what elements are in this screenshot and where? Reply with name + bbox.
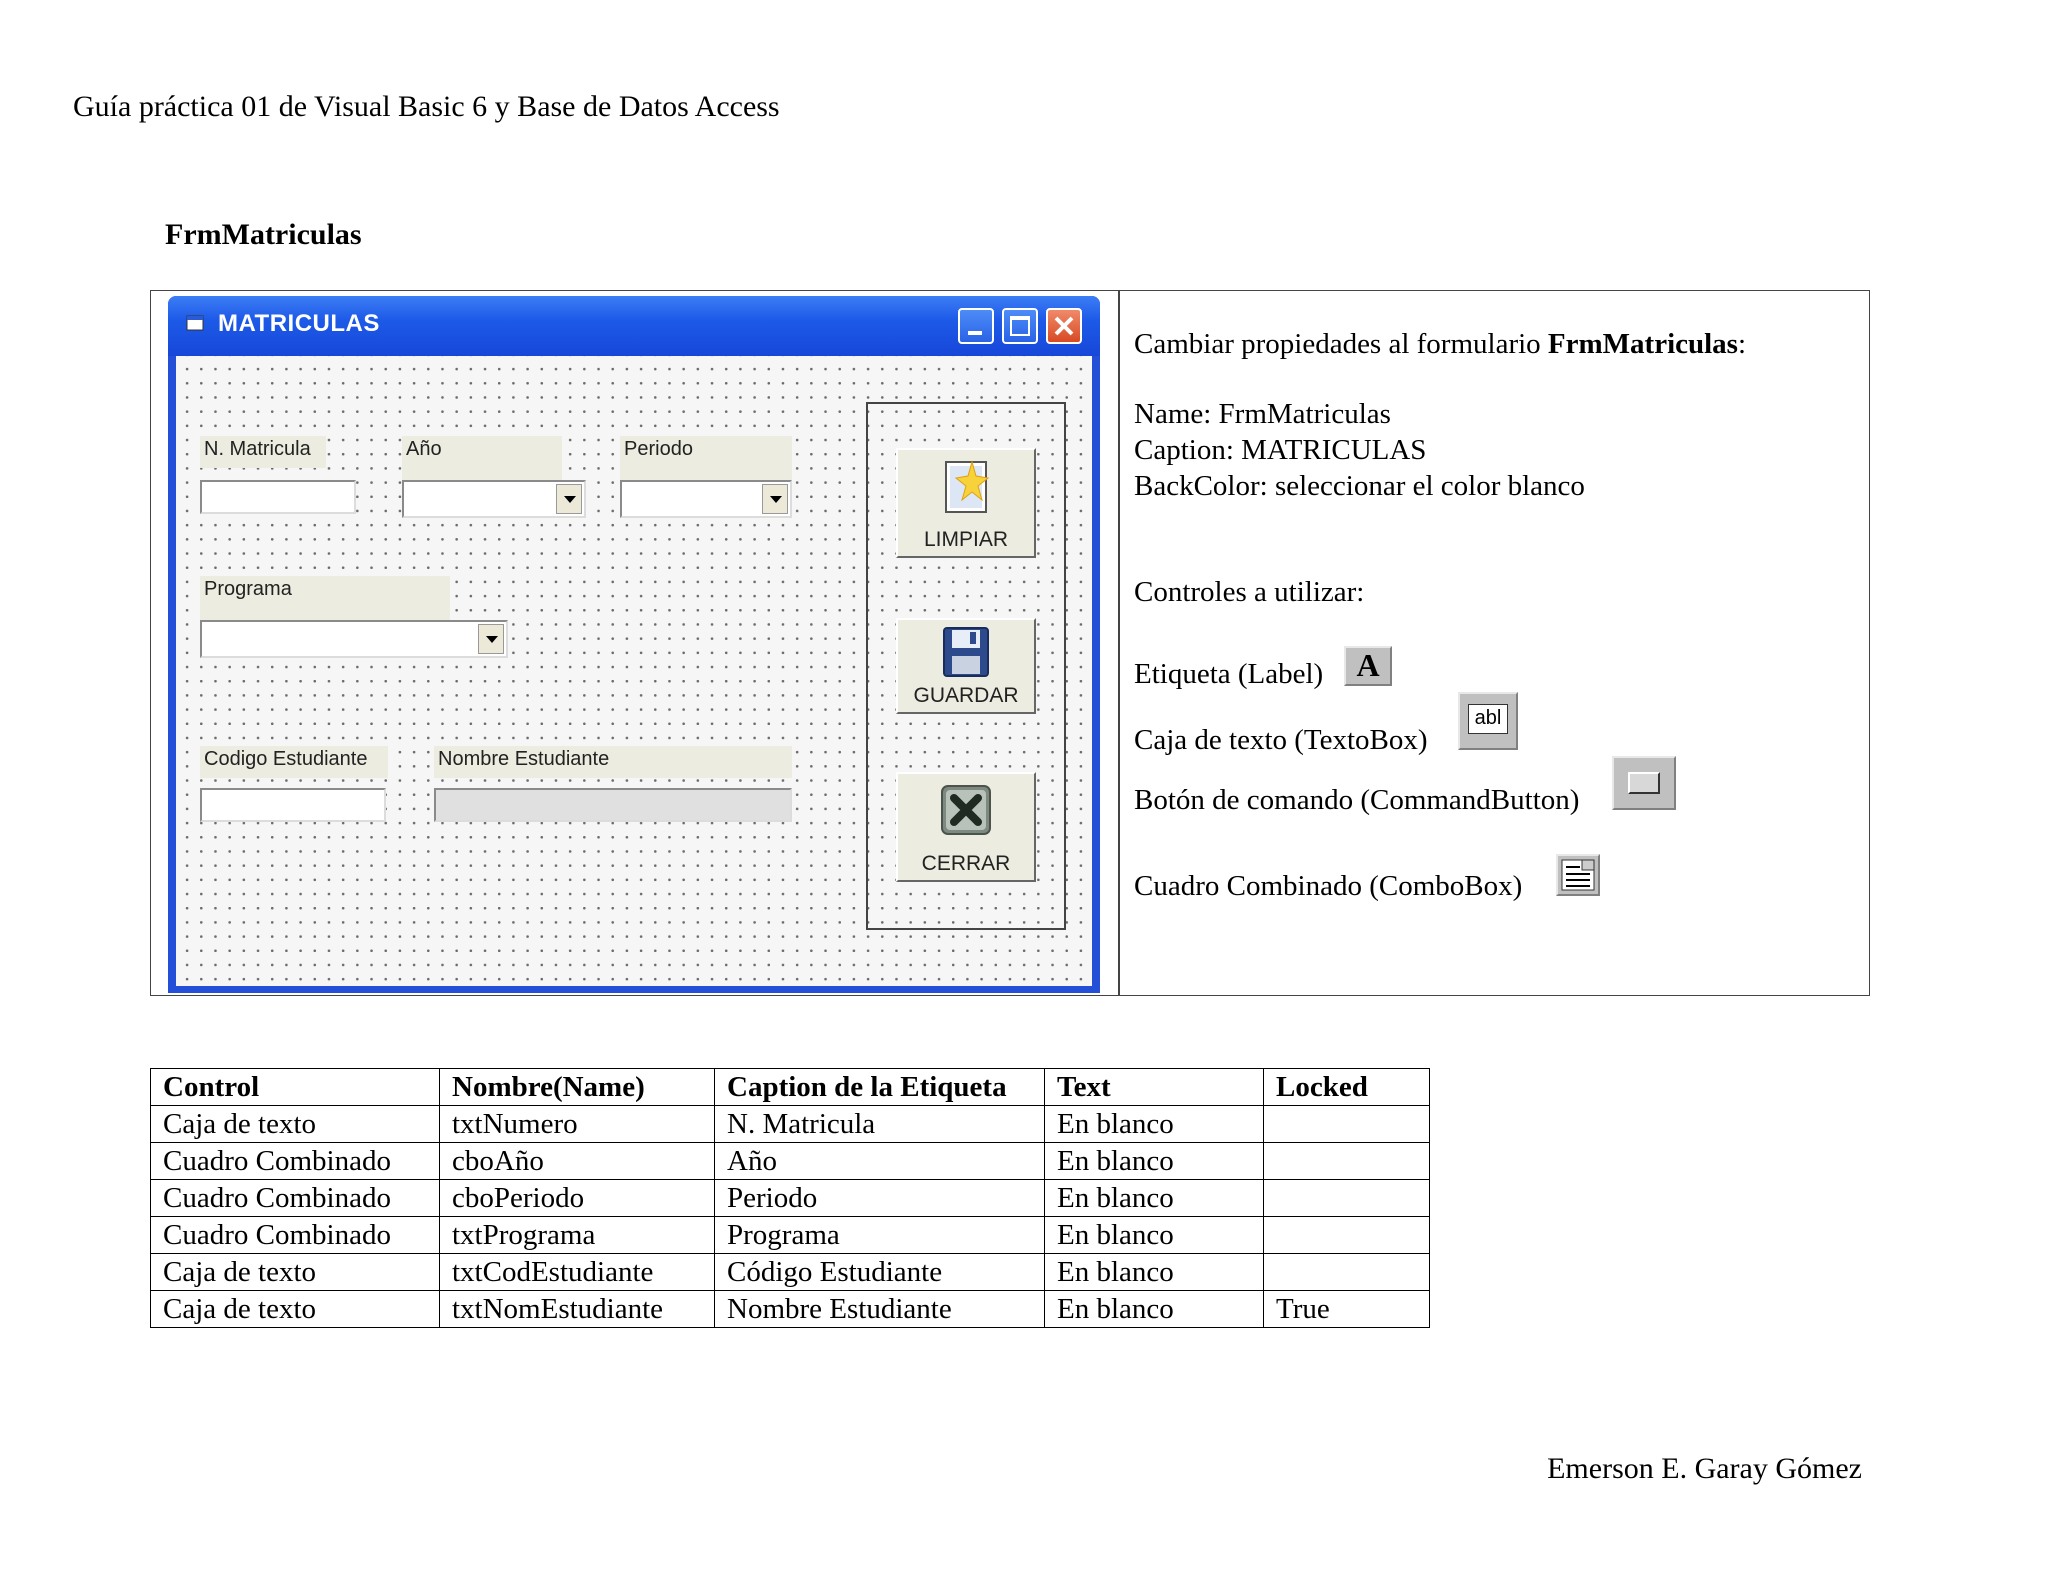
commandbutton-tool-icon bbox=[1612, 756, 1676, 810]
cell-text: En blanco bbox=[1045, 1143, 1264, 1180]
cell-name: cboAño bbox=[440, 1143, 715, 1180]
label-control-text: Etiqueta (Label) bbox=[1134, 658, 1324, 690]
cell-control: Cuadro Combinado bbox=[151, 1180, 440, 1217]
cbo-programa-combobox[interactable] bbox=[200, 620, 508, 658]
intro-prefix: Cambiar propiedades al formulario bbox=[1134, 328, 1548, 360]
save-disk-icon bbox=[936, 622, 996, 682]
cell-locked bbox=[1264, 1143, 1430, 1180]
label-anio: Año bbox=[402, 436, 562, 482]
prop-caption: Caption: MATRICULAS bbox=[1134, 434, 1427, 466]
cell-control: Cuadro Combinado bbox=[151, 1143, 440, 1180]
close-x-icon bbox=[936, 780, 996, 840]
window-titlebar bbox=[168, 296, 1100, 356]
table-header-row bbox=[151, 1069, 1430, 1106]
cell-text: En blanco bbox=[1045, 1291, 1264, 1328]
button-control-text: Botón de comando (CommandButton) bbox=[1134, 784, 1580, 816]
cell-caption: Año bbox=[715, 1143, 1045, 1180]
header-locked: Locked bbox=[1264, 1069, 1430, 1106]
cell-name: txtNumero bbox=[440, 1106, 715, 1143]
maximize-button[interactable] bbox=[1002, 308, 1038, 344]
page-header: Guía práctica 01 de Visual Basic 6 y Base de Datos Access bbox=[73, 90, 780, 123]
chevron-down-icon[interactable] bbox=[556, 484, 582, 514]
label-codigo: Codigo Estudiante bbox=[200, 746, 388, 778]
form-title: FrmMatriculas bbox=[165, 218, 362, 251]
instructions-intro bbox=[1134, 328, 1746, 361]
table-row bbox=[151, 1106, 1430, 1143]
cell-control: Caja de texto bbox=[151, 1254, 440, 1291]
cell-locked bbox=[1264, 1217, 1430, 1254]
chevron-down-icon[interactable] bbox=[762, 484, 788, 514]
intro-form-name: FrmMatriculas bbox=[1547, 328, 1738, 360]
combo-control-text: Cuadro Combinado (ComboBox) bbox=[1134, 870, 1523, 902]
new-document-icon bbox=[936, 456, 996, 516]
cell-name: txtCodEstudiante bbox=[440, 1254, 715, 1291]
minimize-button[interactable] bbox=[958, 308, 994, 344]
cell-locked: True bbox=[1264, 1291, 1430, 1328]
cell-control: Caja de texto bbox=[151, 1106, 440, 1143]
cbo-periodo-combobox[interactable] bbox=[620, 480, 792, 518]
intro-suffix: : bbox=[1737, 328, 1747, 360]
header-name: Nombre(Name) bbox=[440, 1069, 715, 1106]
limpiar-button[interactable] bbox=[896, 448, 1036, 558]
textbox-control-text: Caja de texto (TextoBox) bbox=[1134, 724, 1428, 756]
table-row bbox=[151, 1217, 1430, 1254]
prop-name: Name: FrmMatriculas bbox=[1134, 398, 1391, 430]
label-tool-icon: A bbox=[1344, 646, 1392, 686]
cell-locked bbox=[1264, 1106, 1430, 1143]
cell-caption: Nombre Estudiante bbox=[715, 1291, 1045, 1328]
label-programa: Programa bbox=[200, 576, 450, 622]
controls-heading: Controles a utilizar: bbox=[1134, 576, 1365, 608]
cbo-anio-combobox[interactable] bbox=[402, 480, 586, 518]
form-client-area bbox=[176, 356, 1092, 986]
cell-locked bbox=[1264, 1254, 1430, 1291]
header-caption: Caption de la Etiqueta bbox=[715, 1069, 1045, 1106]
list-icon bbox=[1558, 856, 1598, 894]
cell-text: En blanco bbox=[1045, 1106, 1264, 1143]
cerrar-button[interactable] bbox=[896, 772, 1036, 882]
cell-caption: Programa bbox=[715, 1217, 1045, 1254]
label-periodo: Periodo bbox=[620, 436, 792, 482]
header-text: Text bbox=[1045, 1069, 1264, 1106]
cell-text: En blanco bbox=[1045, 1180, 1264, 1217]
table-row bbox=[151, 1291, 1430, 1328]
cell-text: En blanco bbox=[1045, 1217, 1264, 1254]
form-icon bbox=[186, 314, 206, 332]
textbox-tool-glyph: abl bbox=[1468, 704, 1508, 734]
txt-nom-estudiante-input[interactable] bbox=[434, 788, 792, 822]
cell-control: Caja de texto bbox=[151, 1291, 440, 1328]
cell-caption: N. Matricula bbox=[715, 1106, 1045, 1143]
cell-caption: Código Estudiante bbox=[715, 1254, 1045, 1291]
cell-locked bbox=[1264, 1180, 1430, 1217]
chevron-down-icon[interactable] bbox=[478, 624, 504, 654]
cell-name: cboPeriodo bbox=[440, 1180, 715, 1217]
close-button[interactable] bbox=[1046, 308, 1082, 344]
guardar-label: GUARDAR bbox=[913, 684, 1019, 707]
cerrar-label: CERRAR bbox=[921, 852, 1011, 875]
label-nombre: Nombre Estudiante bbox=[434, 746, 792, 778]
author-footer: Emerson E. Garay Gómez bbox=[1547, 1452, 1862, 1485]
table-row bbox=[151, 1143, 1430, 1180]
textbox-tool-icon bbox=[1458, 692, 1518, 750]
properties-table bbox=[150, 1068, 1430, 1328]
prop-backcolor: BackColor: seleccionar el color blanco bbox=[1134, 470, 1585, 502]
cell-control: Cuadro Combinado bbox=[151, 1217, 440, 1254]
header-control: Control bbox=[151, 1069, 440, 1106]
table-row bbox=[151, 1254, 1430, 1291]
txt-numero-input[interactable] bbox=[200, 480, 356, 514]
close-icon bbox=[1053, 315, 1075, 337]
guardar-button[interactable] bbox=[896, 618, 1036, 714]
cell-text: En blanco bbox=[1045, 1254, 1264, 1291]
window-title: MATRICULAS bbox=[218, 310, 380, 337]
cell-caption: Periodo bbox=[715, 1180, 1045, 1217]
cell-name: txtNomEstudiante bbox=[440, 1291, 715, 1328]
label-numero: N. Matricula bbox=[200, 436, 326, 468]
txt-cod-estudiante-input[interactable] bbox=[200, 788, 386, 822]
table-row bbox=[151, 1180, 1430, 1217]
vb-form-window bbox=[168, 296, 1100, 993]
combobox-tool-icon bbox=[1556, 854, 1600, 896]
figure-divider bbox=[1118, 290, 1120, 996]
limpiar-label: LIMPIAR bbox=[923, 528, 1009, 551]
cell-name: txtPrograma bbox=[440, 1217, 715, 1254]
